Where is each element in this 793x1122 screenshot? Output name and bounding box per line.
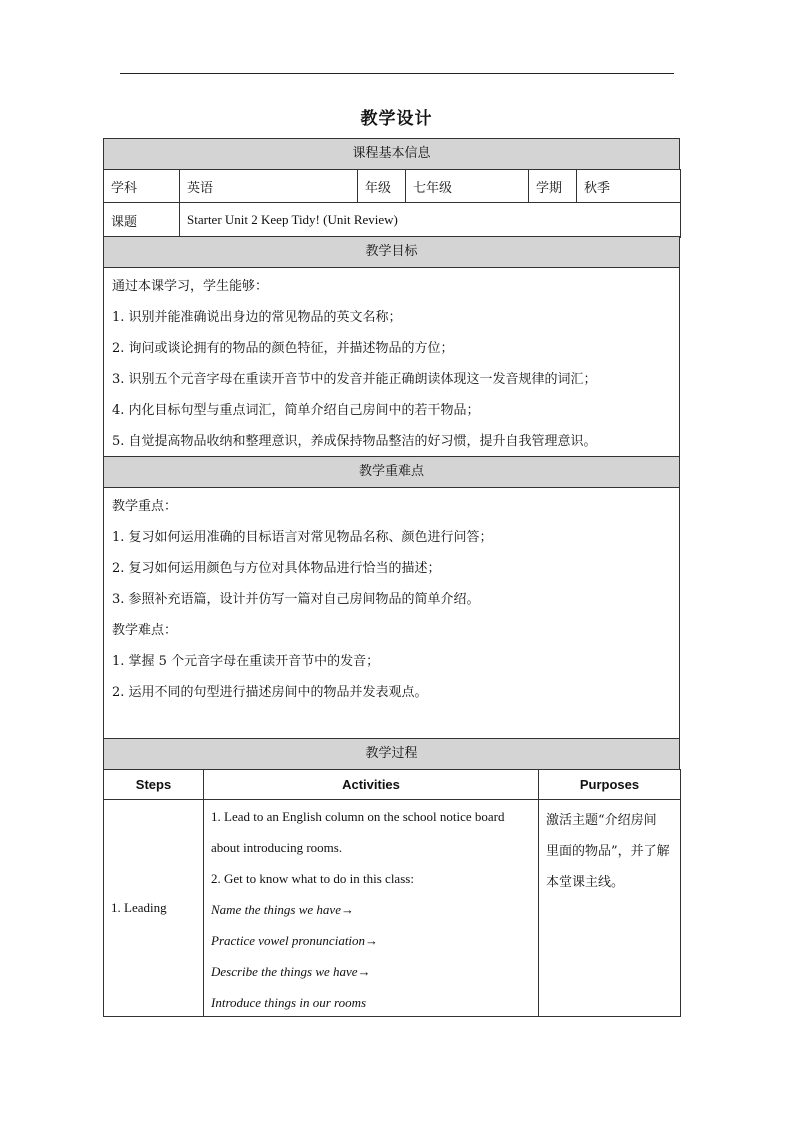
- difficulties-heading: 教学难点：: [112, 623, 178, 638]
- step-cell: 1. Leading: [104, 800, 204, 1017]
- objective-item: 4. 内化目标句型与重点词汇，简单介绍自己房间中的若干物品；: [112, 403, 480, 418]
- purpose-line: 本堂课主线。: [546, 875, 625, 890]
- header-rule: [120, 73, 674, 74]
- key-point-item: 2. 复习如何运用颜色与方位对具体物品进行恰当的描述；: [112, 561, 441, 576]
- grade-label: 年级: [358, 170, 406, 203]
- objective-item: 5. 自觉提高物品收纳和整理意识，养成保持物品整洁的好习惯，提升自我管理意识。: [112, 434, 597, 449]
- document-title: 教学设计: [360, 109, 433, 129]
- process-table: [103, 769, 681, 1017]
- activity-line: 2. Get to know what to do in this class:: [211, 871, 414, 886]
- section-header-objectives: 教学目标: [103, 236, 680, 268]
- topic-value: Starter Unit 2 Keep Tidy! (Unit Review): [180, 203, 681, 238]
- basic-info-table: [103, 169, 681, 238]
- activity-line: Describe the things we have→: [211, 964, 371, 979]
- key-points-heading: 教学重点：: [112, 499, 178, 514]
- activity-line: Introduce things in our rooms: [211, 995, 367, 1010]
- table-row: [104, 800, 681, 1017]
- col-header-steps: Steps: [104, 770, 204, 800]
- difficulty-item: 1. 掌握 5 个元音字母在重读开音节中的发音；: [112, 654, 380, 669]
- activity-line: Name the things we have→: [211, 902, 354, 917]
- col-header-purposes: Purposes: [539, 770, 681, 800]
- activities-cell: [204, 800, 539, 1017]
- section-header-key-points: 教学重难点: [103, 456, 680, 488]
- key-point-item: 1. 复习如何运用准确的目标语言对常见物品名称、颜色进行问答；: [112, 530, 493, 545]
- difficulty-item: 2. 运用不同的句型进行描述房间中的物品并发表观点。: [112, 685, 428, 700]
- key-points-body: [103, 487, 680, 739]
- topic-label: 课题: [104, 203, 180, 238]
- key-point-item: 3. 参照补充语篇，设计并仿写一篇对自己房间物品的简单介绍。: [112, 592, 480, 607]
- objective-item: 2. 询问或谈论拥有的物品的颜色特征，并描述物品的方位；: [112, 341, 454, 356]
- objectives-intro: 通过本课学习，学生能够：: [112, 279, 269, 294]
- activity-line: 1. Lead to an English column on the school notice board: [211, 809, 505, 824]
- term-value: 秋季: [577, 170, 681, 203]
- subject-value: 英语: [180, 170, 358, 203]
- objective-item: 1. 识别并能准确说出身边的常见物品的英文名称；: [112, 310, 402, 325]
- activity-line: Practice vowel pronunciation→: [211, 933, 379, 948]
- activity-line: about introducing rooms.: [211, 840, 343, 855]
- term-label: 学期: [529, 170, 577, 203]
- purpose-line: 激活主题“介绍房间: [546, 813, 657, 828]
- grade-value: 七年级: [406, 170, 529, 203]
- section-header-process: 教学过程: [103, 738, 680, 770]
- objectives-body: [103, 267, 680, 457]
- purpose-line: 里面的物品”，并了解: [546, 844, 670, 859]
- objective-item: 3. 识别五个元音字母在重读开音节中的发音并能正确朗读体现这一发音规律的词汇；: [112, 372, 597, 387]
- subject-label: 学科: [104, 170, 180, 203]
- purposes-cell: [539, 800, 681, 1017]
- col-header-activities: Activities: [204, 770, 539, 800]
- section-header-basic-info: 课程基本信息: [103, 138, 680, 170]
